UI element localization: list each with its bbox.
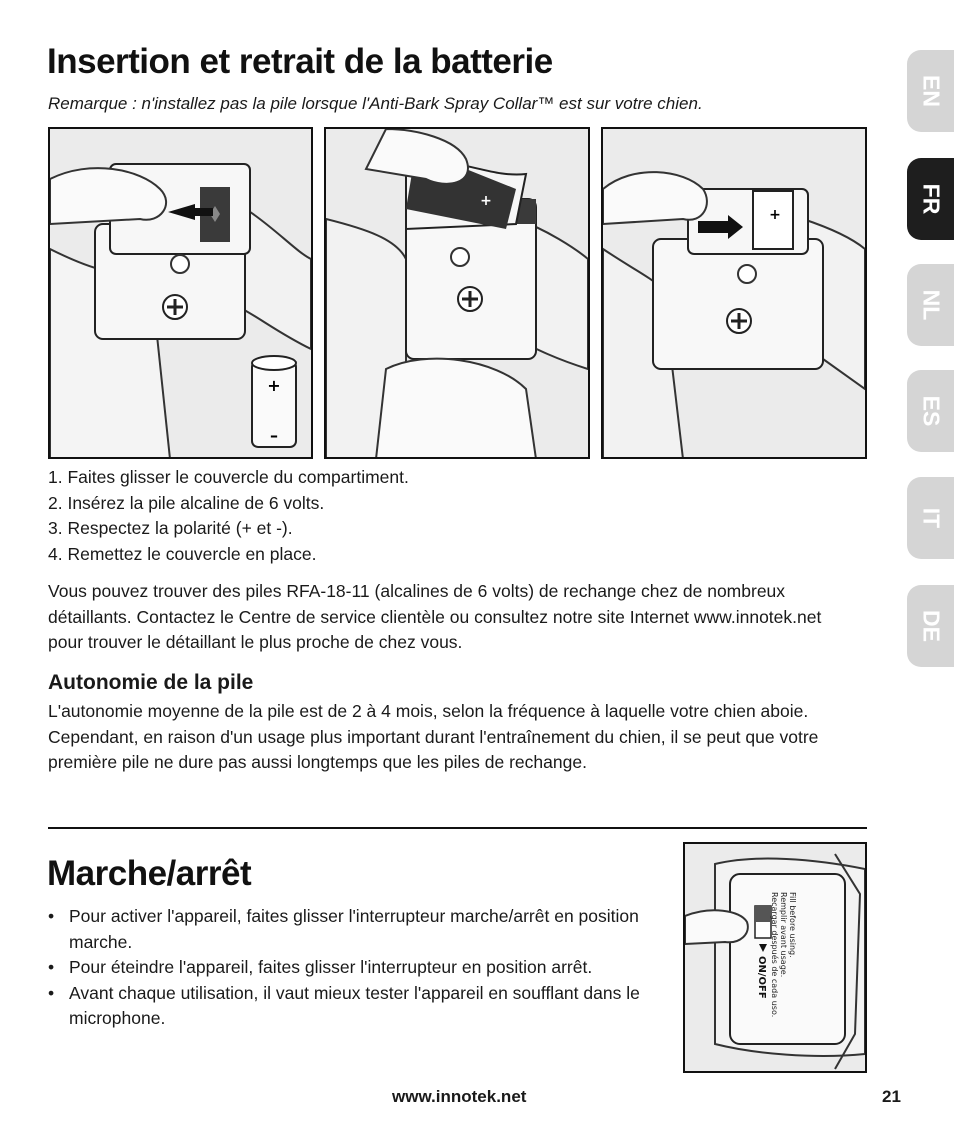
section-title: Marche/arrêt <box>47 854 252 893</box>
language-tab-nl[interactable]: NL <box>907 264 954 346</box>
language-tab-es[interactable]: ES <box>907 370 954 452</box>
list-item: 3. Respectez la polarité (+ et -). <box>48 518 293 538</box>
language-tab-fr[interactable]: FR <box>907 158 954 240</box>
steps-list <box>48 465 409 567</box>
illustration-close-cover <box>601 127 867 459</box>
bullet-symbol: • <box>48 906 55 926</box>
bullet-symbol: • <box>48 982 55 1003</box>
illustration-open-cover <box>48 127 313 459</box>
page-number: 21 <box>882 1087 901 1106</box>
svg-text:+: + <box>480 193 492 209</box>
language-tab-it[interactable]: IT <box>907 477 954 559</box>
illustration-insert-battery <box>324 127 590 459</box>
bullet-symbol: • <box>48 957 55 977</box>
replacement-battery-paragraph: Vous pouvez trouver des piles RFA-18-11 (alcalines de 6 volts) de rechange chez de nombreux détaillants. Contactez le Centre de service clientèle ou consultez notre site Internet www.innotek.net pour trouver le détaillant le plus proche de chez vous. <box>48 581 822 652</box>
note-text: Remarque : n'installez pas la pile lorsque l'Anti-Bark Spray Collar™ est sur votre chien. <box>48 94 703 113</box>
footer-url: www.innotek.net <box>392 1087 527 1106</box>
battery-minus-label: – <box>270 426 278 445</box>
battery-plus-label: + <box>267 376 281 395</box>
device-label-line2: Remplir avant usage. <box>779 892 788 978</box>
language-tab-de[interactable]: DE <box>907 585 954 667</box>
device-label-line1: Fill before using. <box>788 892 797 958</box>
page-title: Insertion et retrait de la batterie <box>47 42 553 81</box>
battery-life-paragraph: L'autonomie moyenne de la pile est de 2 à 4 mois, selon la fréquence à laquelle votre chien aboie. Cependant, en raison d'un usage plus important durant l'entraînement du chien, il se peut que votre première pile ne dure pas aussi longtemps que les piles de rechange. <box>48 701 819 772</box>
list-item: 2. Insérez la pile alcaline de 6 volts. <box>48 492 325 513</box>
on-off-label: ON/OFF <box>756 956 767 999</box>
illustration-on-off-switch <box>683 842 867 1073</box>
on-off-instructions <box>48 904 673 1032</box>
list-item: • Pour éteindre l'appareil, faites glisser l'interrupteur en position arrêt. <box>48 955 673 981</box>
list-item: 1. Faites glisser le couvercle du compartiment. <box>48 467 409 487</box>
language-tab-en[interactable]: EN <box>907 50 954 132</box>
device-label-line3: Recargar después de cada uso. <box>770 892 779 1018</box>
battery-life-heading: Autonomie de la pile <box>48 671 254 694</box>
list-item: • Avant chaque utilisation, il vaut mieux tester l'appareil en soufflant dans le microphone. <box>48 982 640 1028</box>
svg-text:+: + <box>769 207 781 223</box>
list-item: • Pour activer l'appareil, faites glisser l'interrupteur marche/arrêt en position marche. <box>48 906 639 952</box>
list-item: 4. Remettez le couvercle en place. <box>48 543 317 564</box>
section-divider <box>48 827 867 829</box>
